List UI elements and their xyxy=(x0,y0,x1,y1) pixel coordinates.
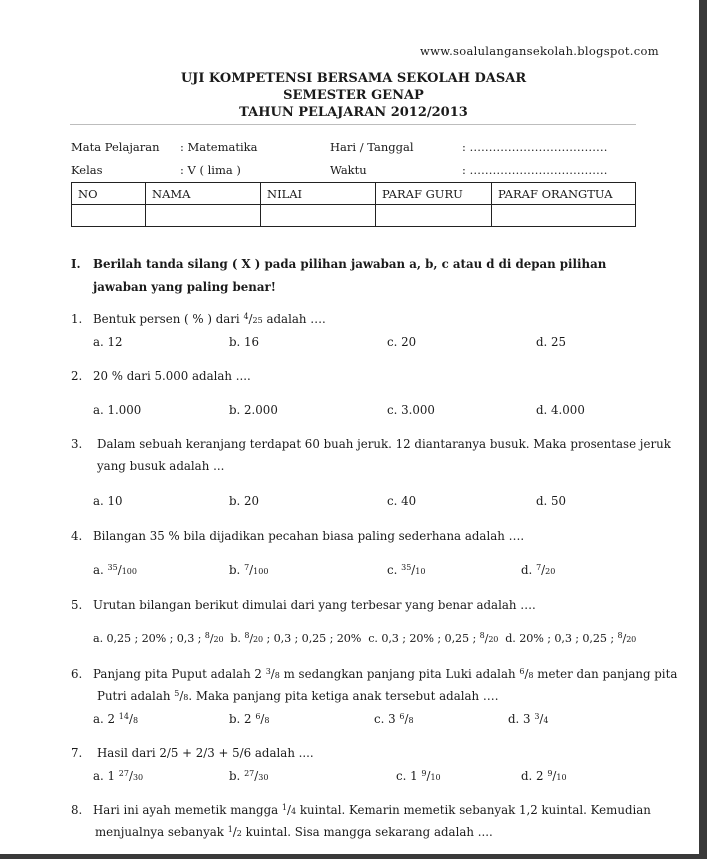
cell-paraf-guru xyxy=(376,205,492,227)
time-label: Waktu xyxy=(330,163,367,177)
question-number: 4. xyxy=(71,529,83,543)
question-number: 6. xyxy=(71,667,83,681)
header-paraf-guru: PARAF GURU xyxy=(376,183,492,205)
exam-title: UJI KOMPETENSI BERSAMA SEKOLAH DASAR xyxy=(180,71,527,86)
question-text: Hasil dari 2/5 + 2/3 + 5/6 adalah .... xyxy=(97,746,314,760)
question-text: Bentuk persen ( % ) dari $^4$/25 adalah …. xyxy=(93,312,326,326)
header-nilai: NILAI xyxy=(261,183,376,205)
table-header-row xyxy=(72,183,636,205)
day-value: : ……………………………… xyxy=(462,140,608,154)
q7-option-d: d. 2 $^9$/10 xyxy=(521,769,567,783)
q3-option-a: a. 10 xyxy=(93,494,123,508)
section-text: Berilah tanda silang ( X ) pada pilihan jawaban a, b, c atau d di depan pilihan jawaban yang paling benar! xyxy=(93,257,607,294)
q6-option-a: a. 2 $^{14}$/8 xyxy=(93,712,139,726)
viewer-frame-bottom xyxy=(0,854,707,859)
cell-paraf-orangtua xyxy=(492,205,636,227)
question-text: Urutan bilangan berikut dimulai dari yang terbesar yang benar adalah …. xyxy=(93,598,536,612)
header-no: NO xyxy=(72,183,146,205)
subject-label: Mata Pelajaran xyxy=(71,140,160,154)
q5-options xyxy=(93,632,636,645)
question-text-line2: Putri adalah $^5$/8. Maka panjang pita ketiga anak tersebut adalah …. xyxy=(97,689,499,703)
question-text: 20 % dari 5.000 adalah .... xyxy=(93,369,251,383)
question-text-line1: Panjang pita Puput adalah 2 $^3$/8 m sedangkan panjang pita Luki adalah $^6$/8 meter dan panjang pita xyxy=(93,667,678,681)
table-blank-row xyxy=(72,205,636,227)
cell-nama xyxy=(146,205,261,227)
time-value: : ……………………………… xyxy=(462,163,608,177)
q7-option-a: a. 1 $^{27}$/30 xyxy=(93,769,144,783)
section-number: I. xyxy=(71,257,81,271)
q5-option-b: b. $^8$/20 ; 0,3 ; 0,25 ; 20% xyxy=(230,631,362,645)
question-number: 5. xyxy=(71,598,83,612)
class-label: Kelas xyxy=(71,163,103,177)
subject-value: : Matematika xyxy=(180,140,258,154)
q3-option-d: d. 50 xyxy=(536,494,567,508)
semester-title: SEMESTER GENAP xyxy=(283,88,424,103)
question-text-line2: menjualnya sebanyak $^1$/2 kuintal. Sisa mangga sekarang adalah .... xyxy=(95,825,493,839)
q3-option-b: b. 20 xyxy=(229,494,260,508)
q7-option-b: b. $^{27}$/30 xyxy=(229,769,269,783)
student-info-table xyxy=(71,182,636,227)
header-nama: NAMA xyxy=(146,183,261,205)
website-url: www.soalulangansekolah.blogspot.com xyxy=(420,44,659,58)
cell-nilai xyxy=(261,205,376,227)
q1-option-a: a. 12 xyxy=(93,335,123,349)
q6-option-d: d. 3 $^3$/4 xyxy=(508,712,549,726)
question-number: 8. xyxy=(71,803,83,817)
question-number: 3. xyxy=(71,437,83,451)
q2-option-b: b. 2.000 xyxy=(229,403,278,417)
header-paraf-orangtua: PARAF ORANGTUA xyxy=(492,183,636,205)
q4-option-a: a. $^{35}$/100 xyxy=(93,563,137,577)
q3-option-c: c. 40 xyxy=(387,494,417,508)
question-number: 7. xyxy=(71,746,83,760)
q6-option-c: c. 3 $^6$/8 xyxy=(374,712,414,726)
q6-option-b: b. 2 $^6$/8 xyxy=(229,712,270,726)
q1-option-c: c. 20 xyxy=(387,335,417,349)
q4-option-c: c. $^{35}$/10 xyxy=(387,563,426,577)
question-text-line1: Dalam sebuah keranjang terdapat 60 buah jeruk. 12 diantaranya busuk. Maka prosentase jeruk xyxy=(97,437,671,451)
cell-no xyxy=(72,205,146,227)
q4-option-b: b. $^7$/100 xyxy=(229,563,269,577)
q2-option-a: a. 1.000 xyxy=(93,403,142,417)
q5-option-d: d. 20% ; 0,3 ; 0,25 ; $^8$/20 xyxy=(505,631,637,645)
q1-option-d: d. 25 xyxy=(536,335,567,349)
q5-option-c: c. 0,3 ; 20% ; 0,25 ; $^8$/20 xyxy=(368,631,499,645)
q1-option-b: b. 16 xyxy=(229,335,260,349)
viewer-frame-right xyxy=(699,0,707,859)
q2-option-d: d. 4.000 xyxy=(536,403,585,417)
question-text-line1: Hari ini ayah memetik mangga $^1$/4 kuintal. Kemarin memetik sebanyak 1,2 kuintal. Kemudian xyxy=(93,803,651,817)
question-number: 2. xyxy=(71,369,83,383)
q5-option-a: a. 0,25 ; 20% ; 0,3 ; $^8$/20 xyxy=(93,631,224,645)
academic-year-title: TAHUN PELAJARAN 2012/2013 xyxy=(239,105,468,120)
header-divider xyxy=(70,124,636,125)
question-number: 1. xyxy=(71,312,83,326)
class-value: : V ( lima ) xyxy=(180,163,241,177)
question-text-line2: yang busuk adalah ... xyxy=(97,459,225,473)
day-label: Hari / Tanggal xyxy=(330,140,414,154)
q2-option-c: c. 3.000 xyxy=(387,403,435,417)
question-text: Bilangan 35 % bila dijadikan pecahan biasa paling sederhana adalah …. xyxy=(93,529,525,543)
q4-option-d: d. $^7$/20 xyxy=(521,563,556,577)
q7-option-c: c. 1 $^9$/10 xyxy=(396,769,441,783)
